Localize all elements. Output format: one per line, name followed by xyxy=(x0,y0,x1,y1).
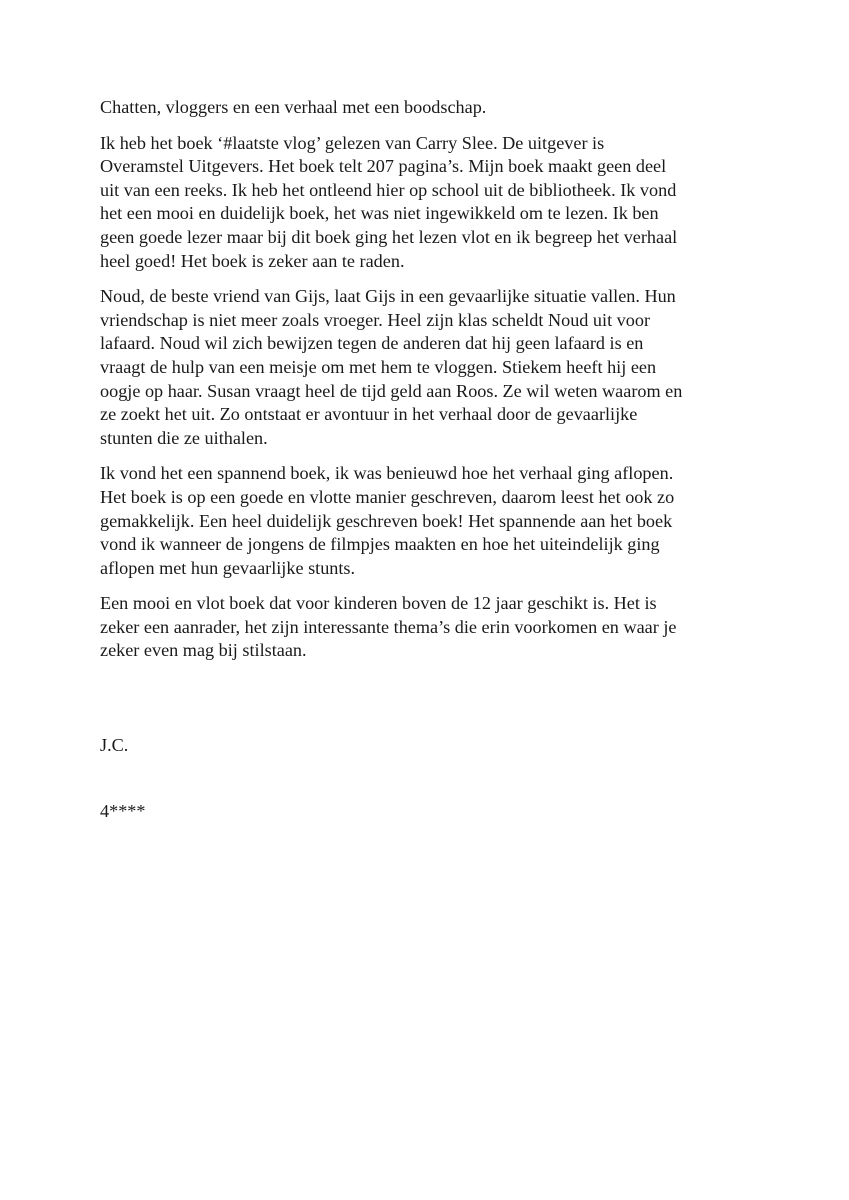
rating-text: 4**** xyxy=(100,801,146,821)
paragraph-conclusion xyxy=(100,592,750,663)
text-line: geen goede lezer maar bij dit boek ging het lezen vlot en ik begreep het verhaal xyxy=(100,226,678,247)
text-line: lafaard. Noud wil zich bewijzen tegen de anderen dat hij geen lafaard is en xyxy=(100,333,644,354)
text-line: zeker even mag bij stilstaan. xyxy=(100,640,307,661)
text-line: Ik heb het boek ‘#laatste vlog’ gelezen van Carry Slee. De uitgever is xyxy=(100,132,605,153)
text-line: het een mooi en duidelijk boek, het was niet ingewikkeld om te lezen. Ik ben xyxy=(100,203,659,224)
text-line: heel goed! Het boek is zeker aan te raden. xyxy=(100,250,405,271)
text-line: zeker een aanrader, het zijn interessante thema’s die erin voorkomen en waar je xyxy=(100,616,677,637)
text-line: Noud, de beste vriend van Gijs, laat Gijs in een gevaarlijke situatie vallen. Hun xyxy=(100,286,676,307)
text-line: vraagt de hulp van een meisje om met hem te vloggen. Stiekem heeft hij een xyxy=(100,356,657,377)
text-line: vond ik wanneer de jongens de filmpjes maakten en hoe het uiteindelijk ging xyxy=(100,534,660,555)
title-line: Chatten, vloggers en een verhaal met een boodschap. xyxy=(100,97,487,117)
author-signature: J.C. xyxy=(100,735,129,755)
text-line: ze zoekt het uit. Zo ontstaat er avontuur in het verhaal door de gevaarlijke xyxy=(100,404,638,425)
text-line: gemakkelijk. Een heel duidelijk geschreven boek! Het spannende aan het boek xyxy=(100,510,673,531)
paragraph-summary xyxy=(100,285,750,450)
text-line: Een mooi en vlot boek dat voor kinderen boven de 12 jaar geschikt is. Het is xyxy=(100,593,657,614)
document-body xyxy=(100,96,750,675)
text-line: stunten die ze uithalen. xyxy=(100,427,268,448)
text-line: Overamstel Uitgevers. Het boek telt 207 pagina’s. Mijn boek maakt geen deel xyxy=(100,156,667,177)
text-line: vriendschap is niet meer zoals vroeger. Heel zijn klas scheldt Noud uit voor xyxy=(100,309,651,330)
text-line: uit van een reeks. Ik heb het ontleend hier op school uit de bibliotheek. Ik vond xyxy=(100,179,677,200)
text-line: Ik vond het een spannend boek, ik was benieuwd hoe het verhaal ging aflopen. xyxy=(100,463,674,484)
paragraph-book-info xyxy=(100,132,750,274)
text-line: Het boek is op een goede en vlotte manier geschreven, daarom leest het ook zo xyxy=(100,486,675,507)
text-line: aflopen met hun gevaarlijke stunts. xyxy=(100,557,356,578)
paragraph-opinion xyxy=(100,462,750,580)
text-line: oogje op haar. Susan vraagt heel de tijd geld aan Roos. Ze wil weten waarom en xyxy=(100,380,683,401)
